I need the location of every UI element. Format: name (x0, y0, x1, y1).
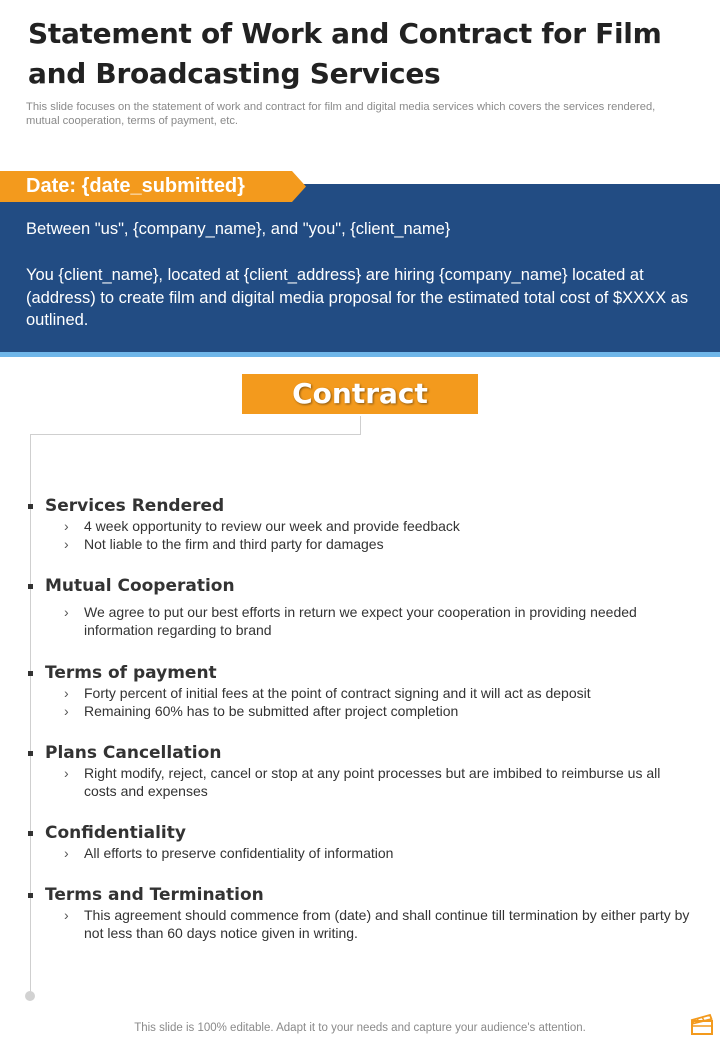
list-item: › All efforts to preserve confidentiality of information (64, 845, 394, 861)
list-item: › Forty percent of initial fees at the point of contract signing and it will act as deposit (64, 685, 591, 701)
clapperboard-icon (690, 1012, 714, 1036)
section-confidentiality (26, 822, 696, 862)
section-terms-of-payment (26, 662, 696, 720)
section-terms-and-termination (26, 884, 696, 942)
section-title: Services Rendered (45, 496, 225, 516)
section-title: Confidentiality (45, 823, 186, 843)
square-bullet-icon (28, 751, 33, 756)
section-services-rendered (26, 495, 696, 553)
chevron-right-icon: › (64, 604, 69, 620)
section-mutual-cooperation (26, 575, 696, 639)
intro-panel-underline (0, 352, 720, 357)
parties-text: Between "us", {company_name}, and "you", {client_name} (26, 220, 451, 238)
chevron-right-icon: › (64, 845, 69, 861)
list-item: › Right modify, reject, cancel or stop at any point processes but are imbibed to reimburse us all costs and expenses (64, 765, 661, 799)
page-title: Statement of Work and Contract for Film and Broadcasting Services (28, 17, 662, 90)
section-title: Plans Cancellation (45, 743, 222, 763)
list-item: › Remaining 60% has to be submitted after project completion (64, 703, 459, 719)
square-bullet-icon (28, 504, 33, 509)
square-bullet-icon (28, 671, 33, 676)
list-item: › We agree to put our best efforts in return we expect your cooperation in providing needed information regarding to brand (64, 604, 637, 638)
square-bullet-icon (28, 584, 33, 589)
timeline-end-dot (25, 991, 35, 1001)
square-bullet-icon (28, 893, 33, 898)
section-title: Mutual Cooperation (45, 576, 235, 596)
contract-heading-box (242, 374, 478, 414)
chevron-right-icon: › (64, 685, 69, 701)
footer-note: This slide is 100% editable. Adapt it to your needs and capture your audience's attention. (134, 1022, 586, 1034)
chevron-right-icon: › (64, 907, 69, 923)
list-item: › This agreement should commence from (date) and shall continue till termination by either party by not less than 60 days notice given in writing. (64, 907, 690, 941)
list-item: › 4 week opportunity to review our week and provide feedback (64, 518, 460, 534)
square-bullet-icon (28, 831, 33, 836)
list-item: › Not liable to the firm and third party for damages (64, 536, 384, 552)
chevron-right-icon: › (64, 703, 69, 719)
date-label: Date: {date_submitted} (26, 175, 245, 197)
chevron-right-icon: › (64, 536, 69, 552)
section-title: Terms of payment (45, 663, 217, 683)
chevron-right-icon: › (64, 518, 69, 534)
section-title: Terms and Termination (45, 885, 264, 905)
connector-line-horizontal (30, 434, 361, 435)
hiring-text: You {client_name}, located at {client_address} are hiring {company_name} located at (address) to create film and digital media proposal for the estimated total cost of $XXXX as outlined. (26, 266, 689, 329)
chevron-right-icon: › (64, 765, 69, 781)
contract-heading: Contract (292, 377, 428, 410)
section-plans-cancellation (26, 742, 696, 800)
connector-line-vertical (360, 416, 361, 434)
page-subtitle: This slide focuses on the statement of work and contract for film and digital media services which covers the services rendered, mutual cooperation, terms of payment, etc. (26, 101, 656, 127)
